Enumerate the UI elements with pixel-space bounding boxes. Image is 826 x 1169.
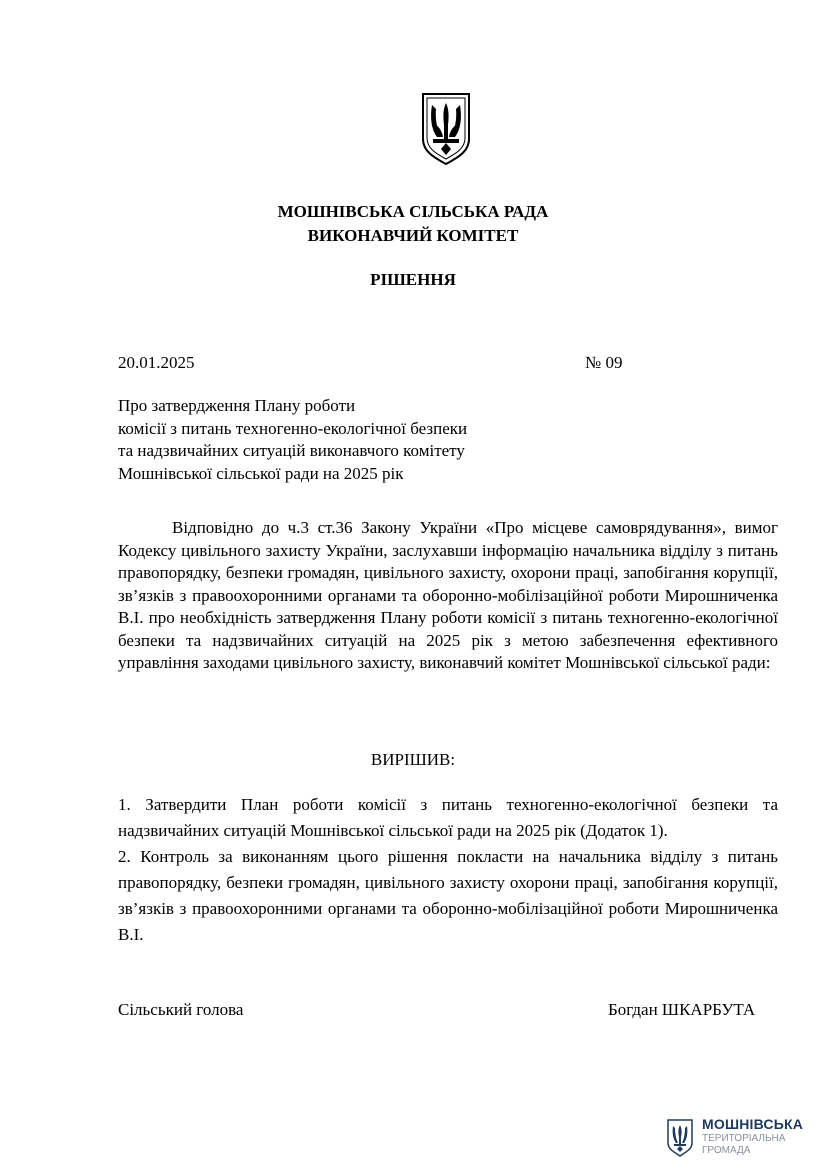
document-subject: Про затвердження Плану роботи комісії з питань техногенно-екологічної безпеки та надзвичайних ситуацій виконавчого комітету Мошнівської сільської ради на 2025 рік xyxy=(118,396,468,483)
preamble-paragraph: Відповідно до ч.3 ст.36 Закону України «Про місцеве самоврядування», вимог Кодексу цивільного захисту України, заслухавши інформацію начальника відділу з питань правопорядку, безпеки громадян, цивільного захисту, охорони праці, запобігання корупції, зв’язків з правоохоронними органами та оборонно-мобілізаційної роботи Мирошниченка В.І. про необхідність затвердження Плану роботи комісії з питань техногенно-екологічної безпеки та надзвичайних ситуацій на 2025 рік з метою забезпечення ефективного управління заходами цивільного захисту, виконавчий комітет Мошнівської сільської ради: xyxy=(118,518,778,672)
document-date: 20.01.2025 xyxy=(118,353,195,372)
trident-icon xyxy=(666,1118,694,1158)
signatory-title: Сільський голова xyxy=(118,1000,244,1019)
document-number: № 09 xyxy=(585,353,623,372)
resolution-item: 2. Контроль за виконанням цього рішення покласти на начальника відділу з питань правопорядку, безпеки громадян, цивільного захисту охорони праці, запобігання корупції, зв’язків з правоохоронними органами та оборонно-мобілізаційної роботи Мирошниченка В.І. xyxy=(118,847,778,944)
resolution-item: 1. Затвердити План роботи комісії з питань техногенно-екологічної безпеки та надзвичайних ситуацій Мошнівської сільської ради на 2025 рік (Додаток 1). xyxy=(118,795,778,840)
council-title: МОШНІВСЬКА СІЛЬСЬКА РАДА xyxy=(277,202,549,221)
resolved-heading: ВИРІШИВ: xyxy=(370,750,456,769)
coat-of-arms-icon xyxy=(419,91,473,167)
resolution-items xyxy=(118,792,778,948)
document-type: РІШЕННЯ xyxy=(370,270,456,289)
committee-title: ВИКОНАВЧИЙ КОМІТЕТ xyxy=(307,226,519,245)
signatory-name: Богдан ШКАРБУТА xyxy=(608,1000,756,1019)
community-logo xyxy=(666,1116,804,1162)
logo-subtitle: ТЕРИТОРІАЛЬНА ГРОМАДА xyxy=(702,1133,786,1156)
logo-title: МОШНІВСЬКА xyxy=(702,1116,804,1132)
